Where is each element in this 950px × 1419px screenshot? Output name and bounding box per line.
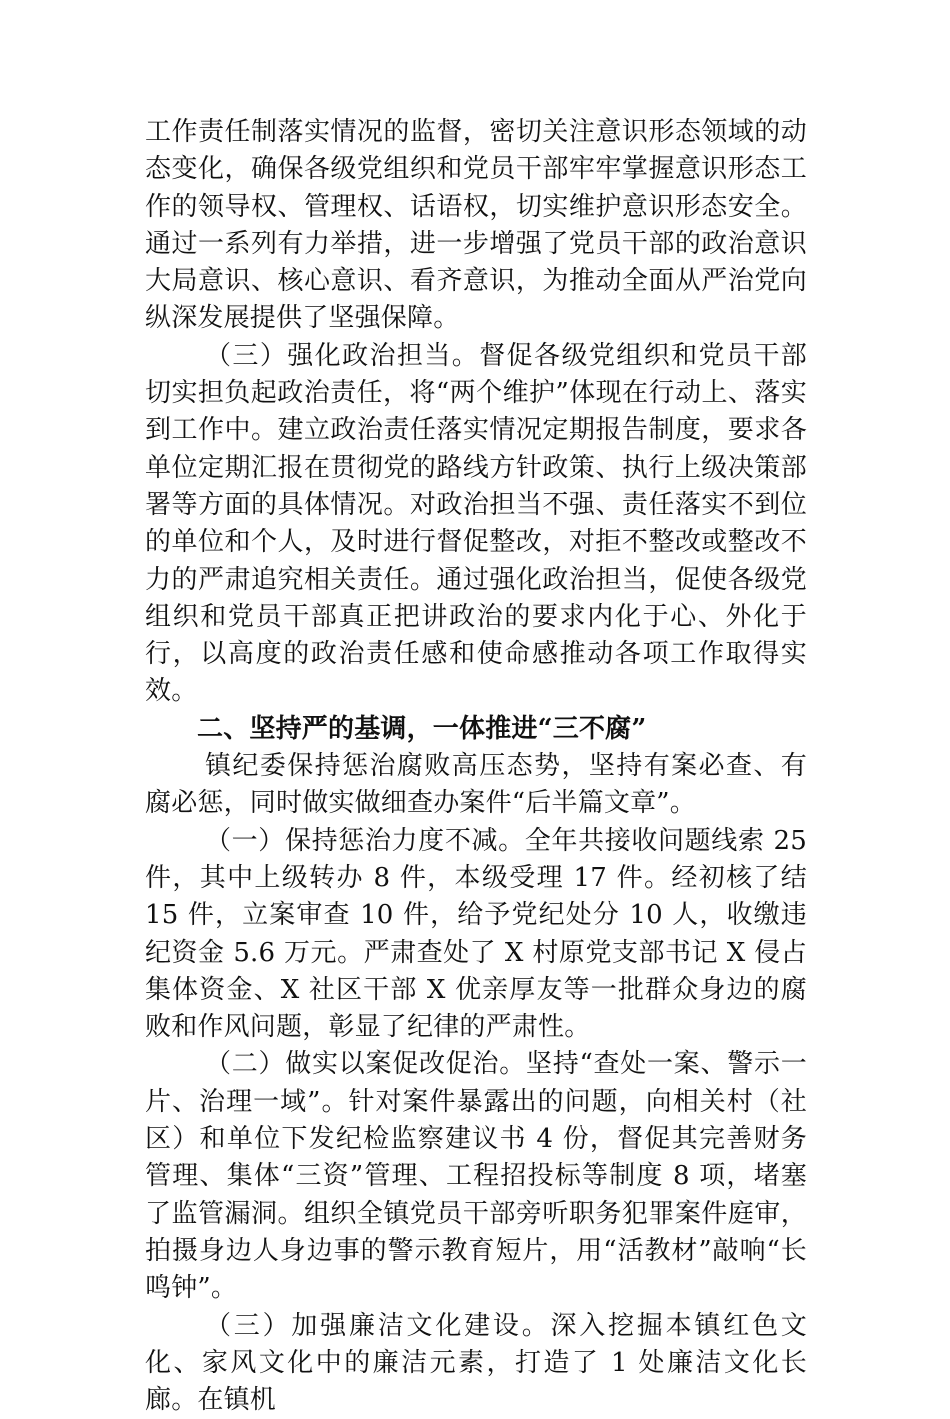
paragraph-punishment: （一）保持惩治力度不减。全年共接收问题线索 25 件，其中上级转办 8 件，本级受理 17 件。经初核了结 15 件，立案审查 10 件，给予党纪处分 10 人，收缴违纪资金 5.6 万元。严肃查处了 X 村原党支部书记 X 侵占集体资金、X 社区干部 X 优亲厚友等一批群众身边的腐败和作风问题，彰显了纪律的严肃性。 [145,823,807,1047]
paragraph-continuation: 工作责任制落实情况的监督，密切关注意识形态领域的动态变化，确保各级党组织和党员干部牢牢掌握意识形态工作的领导权、管理权、话语权，切实维护意识形态安全。通过一系列有力举措，进一步增强了党员干部的政治意识大局意识、核心意识、看齐意识，为推动全面从严治党向纵深发展提供了坚强保障。 [145,114,807,338]
paragraph-clean-culture: （三）加强廉洁文化建设。深入挖掘本镇红色文化、家风文化中的廉洁元素，打造了 1 处廉洁文化长廊。在镇机 [145,1308,807,1419]
paragraph-political-responsibility: （三）强化政治担当。督促各级党组织和党员干部切实担负起政治责任，将“两个维护”体现在行动上、落实到工作中。建立政治责任落实情况定期报告制度，要求各单位定期汇报在贯彻党的路线方针政策、执行上级决策部署等方面的具体情况。对政治担当不强、责任落实不到位的单位和个人，及时进行督促整改，对拒不整改或整改不力的严肃追究相关责任。通过强化政治担当，促使各级党组织和党员干部真正把讲政治的要求内化于心、外化于行，以高度的政治责任感和使命感推动各项工作取得实效。 [145,338,807,711]
section-heading: 二、坚持严的基调，一体推进“三不腐” [145,711,807,748]
paragraph-case-reform: （二）做实以案促改促治。坚持“查处一案、警示一片、治理一域”。针对案件暴露出的问题，向相关村（社区）和单位下发纪检监察建议书 4 份，督促其完善财务管理、集体“三资”管理、工程招投标等制度 8 项，堵塞了监管漏洞。组织全镇党员干部旁听职务犯罪案件庭审，拍摄身边人身边事的警示教育短片，用“活教材”敲响“长鸣钟”。 [145,1046,807,1307]
document-body [145,114,807,1419]
paragraph-section-intro: 镇纪委保持惩治腐败高压态势，坚持有案必查、有腐必惩，同时做实做细查办案件“后半篇文章”。 [145,748,807,823]
